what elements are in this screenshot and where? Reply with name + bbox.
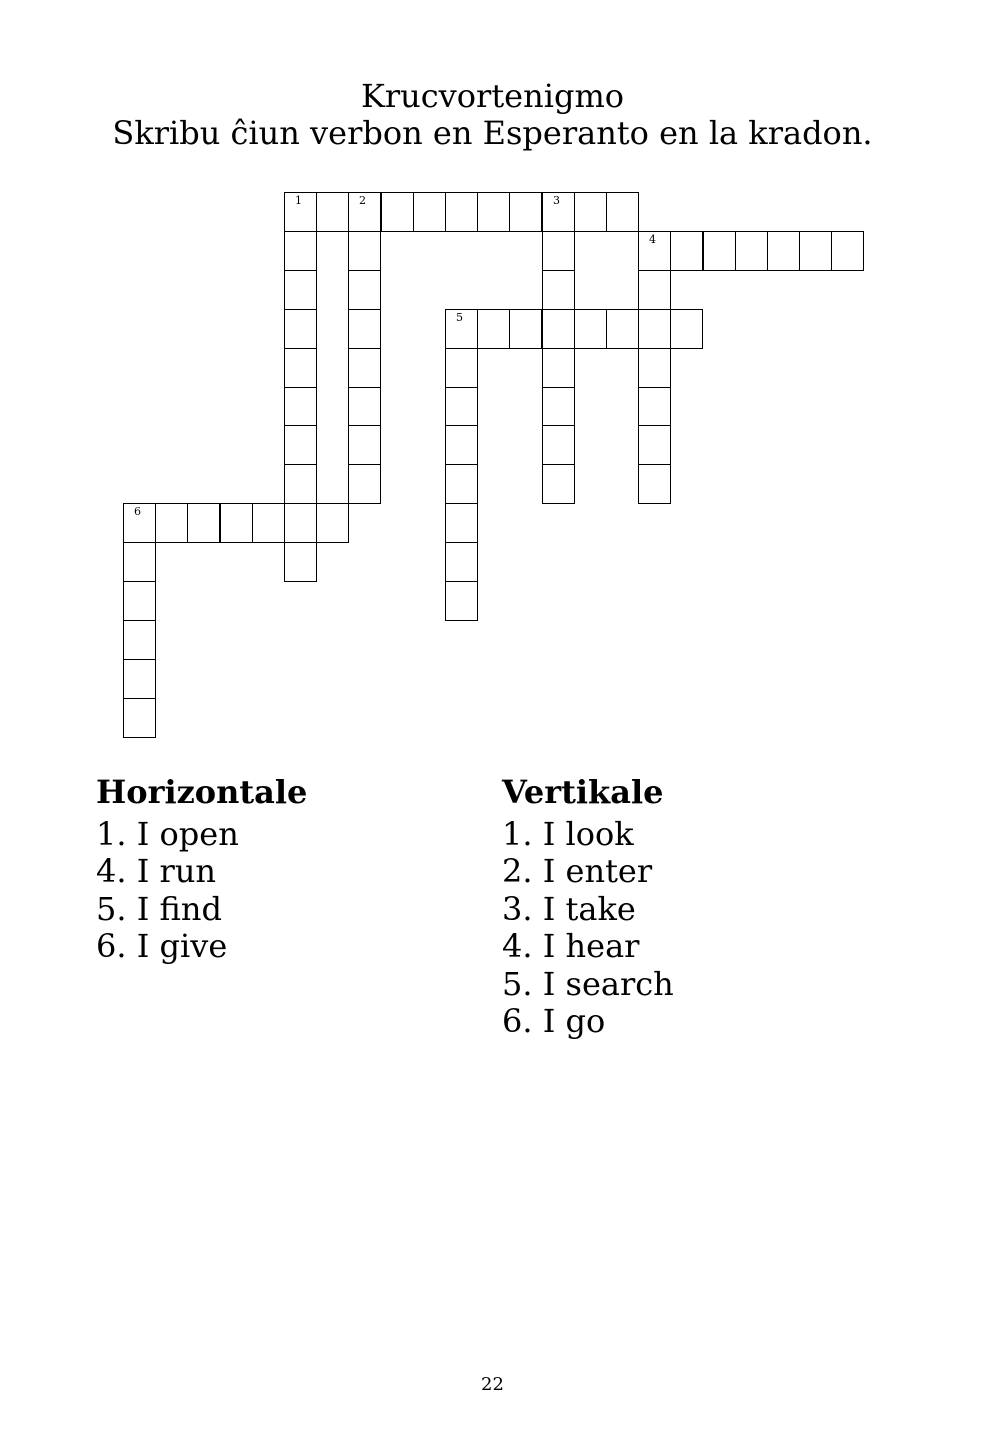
crossword-cell[interactable]	[445, 542, 478, 582]
clue-number: 3	[553, 194, 560, 207]
crossword-cell[interactable]	[445, 581, 478, 621]
crossword-cell[interactable]	[284, 192, 317, 232]
clue-number: 2	[359, 194, 366, 207]
clue-item: 6. I go	[502, 1002, 606, 1041]
crossword-cell[interactable]	[542, 309, 575, 349]
clue-item: 4. I run	[96, 852, 217, 891]
crossword-cell[interactable]	[477, 309, 510, 349]
clues-vertical	[502, 774, 674, 1040]
clue-number: 1	[295, 194, 302, 207]
page-title: Krucvortenigmo	[360, 77, 625, 115]
crossword-cell[interactable]	[638, 231, 671, 271]
crossword-cell[interactable]	[284, 309, 317, 349]
crossword-cell[interactable]	[638, 309, 671, 349]
crossword-cell[interactable]	[831, 231, 864, 271]
crossword-cell[interactable]	[413, 192, 446, 232]
crossword-cell[interactable]	[284, 348, 317, 388]
crossword-cell[interactable]	[284, 425, 317, 465]
crossword-cell[interactable]	[542, 348, 575, 388]
page-number: 22	[481, 1374, 504, 1395]
crossword-cell[interactable]	[574, 192, 607, 232]
crossword-cell[interactable]	[123, 542, 156, 582]
crossword-cell[interactable]	[606, 309, 639, 349]
crossword-cell[interactable]	[123, 659, 156, 699]
clue-number: 5	[456, 311, 463, 324]
crossword-cell[interactable]	[348, 309, 381, 349]
crossword-cell[interactable]	[638, 387, 671, 427]
crossword-cell[interactable]	[348, 387, 381, 427]
crossword-cell[interactable]	[638, 464, 671, 504]
clue-item: 1. I open	[96, 815, 239, 853]
clue-item: 6. I give	[96, 927, 228, 966]
crossword-cell[interactable]	[445, 192, 478, 232]
crossword-cell[interactable]	[542, 464, 575, 504]
crossword-cell[interactable]	[542, 231, 575, 271]
crossword-cell[interactable]	[445, 503, 478, 543]
crossword-cell[interactable]	[542, 387, 575, 427]
crossword-cell[interactable]	[123, 620, 156, 660]
crossword-cell[interactable]	[123, 698, 156, 738]
crossword-cell[interactable]	[542, 270, 575, 310]
crossword-cell[interactable]	[284, 464, 317, 504]
clues-vertical-heading: Vertikale	[502, 773, 664, 811]
crossword-cell[interactable]	[509, 192, 542, 232]
crossword-cell[interactable]	[670, 231, 703, 271]
crossword-cell[interactable]	[123, 581, 156, 621]
crossword-cell[interactable]	[348, 231, 381, 271]
crossword-cell[interactable]	[542, 192, 575, 232]
crossword-cell[interactable]	[799, 231, 832, 271]
crossword-cell[interactable]	[574, 309, 607, 349]
crossword-cell[interactable]	[638, 425, 671, 465]
crossword-cell[interactable]	[445, 309, 478, 349]
clue-item: 5. I find	[96, 889, 222, 928]
crossword-cell[interactable]	[284, 503, 317, 543]
clue-item: 3. I take	[502, 889, 636, 928]
crossword-cell[interactable]	[670, 309, 703, 349]
crossword-cell[interactable]	[381, 192, 414, 232]
crossword-cell[interactable]	[316, 192, 349, 232]
crossword-cell[interactable]	[445, 464, 478, 504]
clue-number: 4	[649, 233, 656, 246]
crossword-cell[interactable]	[348, 348, 381, 388]
crossword-cell[interactable]	[252, 503, 285, 543]
clue-item: 1. I look	[502, 815, 634, 853]
crossword-cell[interactable]	[316, 503, 349, 543]
crossword-cell[interactable]	[445, 348, 478, 388]
crossword-cell[interactable]	[284, 270, 317, 310]
crossword-cell[interactable]	[638, 270, 671, 310]
crossword-cell[interactable]	[187, 503, 220, 543]
crossword-cell[interactable]	[638, 348, 671, 388]
crossword-cell[interactable]	[703, 231, 736, 271]
clue-number: 6	[134, 505, 141, 518]
crossword-cell[interactable]	[509, 309, 542, 349]
crossword-cell[interactable]	[542, 425, 575, 465]
crossword-cell[interactable]	[477, 192, 510, 232]
crossword-cell[interactable]	[284, 387, 317, 427]
clues-horizontal	[96, 774, 307, 966]
crossword-cell[interactable]	[445, 387, 478, 427]
crossword-cell[interactable]	[220, 503, 253, 543]
crossword-cell[interactable]	[348, 464, 381, 504]
crossword-cell[interactable]	[284, 231, 317, 271]
clue-item: 4. I hear	[502, 927, 640, 966]
crossword-cell[interactable]	[348, 425, 381, 465]
crossword-cell[interactable]	[123, 503, 156, 543]
crossword-cell[interactable]	[606, 192, 639, 232]
clues-horizontal-heading: Horizontale	[96, 773, 308, 811]
clue-item: 2. I enter	[502, 852, 653, 891]
instruction-text: Skribu ĉiun verbon en Esperanto en la kradon.	[112, 114, 873, 152]
crossword-cell[interactable]	[155, 503, 188, 543]
crossword-cell[interactable]	[348, 270, 381, 310]
crossword-cell[interactable]	[284, 542, 317, 582]
crossword-cell[interactable]	[735, 231, 768, 271]
crossword-cell[interactable]	[348, 192, 381, 232]
clue-item: 5. I search	[502, 964, 674, 1003]
crossword-cell[interactable]	[767, 231, 800, 271]
crossword-cell[interactable]	[445, 425, 478, 465]
